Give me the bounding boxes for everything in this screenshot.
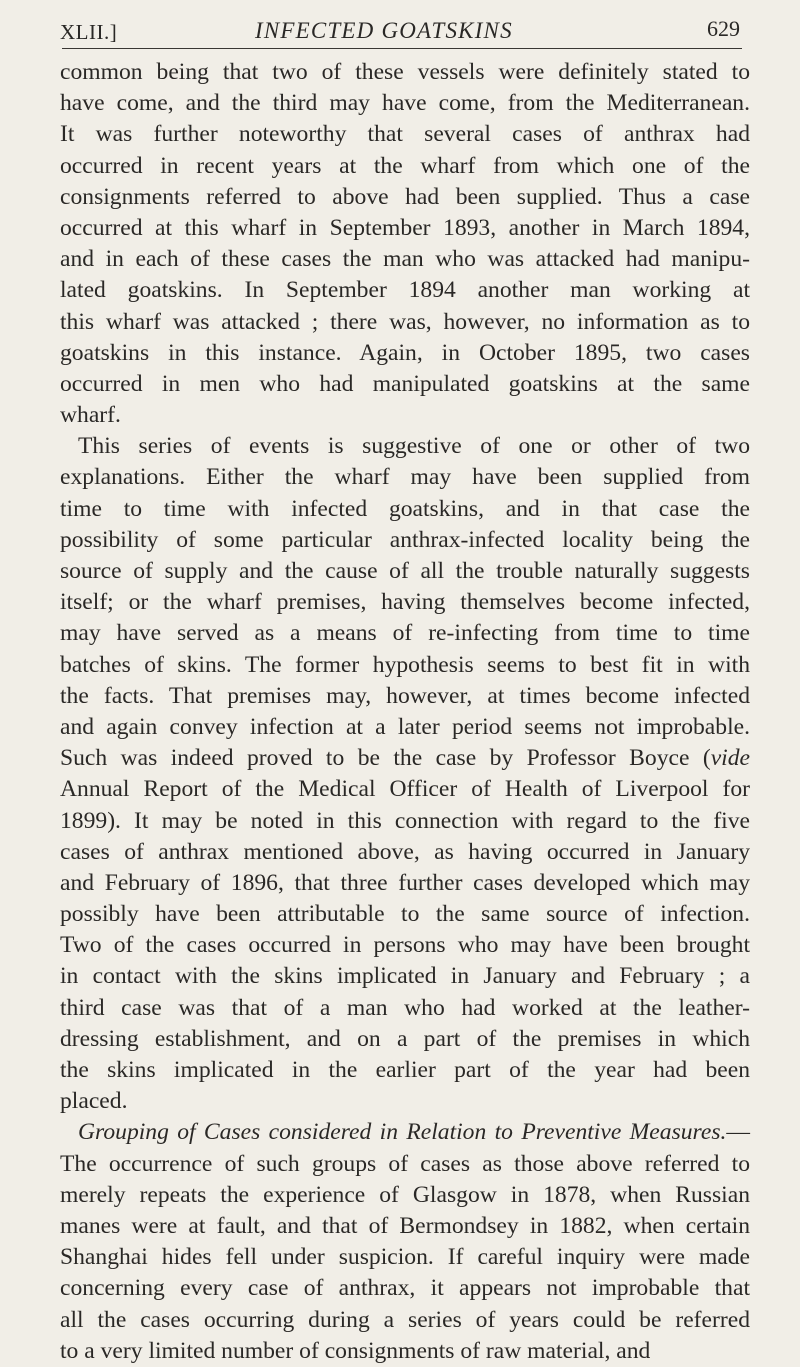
text-line	[60, 1117, 750, 1148]
text-line	[60, 338, 750, 369]
text-line	[60, 88, 750, 119]
text-line	[60, 1086, 750, 1117]
text-segment: Two of the cases occurred in persons who may have been brought	[60, 932, 750, 959]
text-segment: third case was that of a man who had worked at the leather-	[60, 994, 750, 1021]
text-line	[60, 650, 750, 681]
text-line	[60, 961, 750, 992]
header-rule	[62, 48, 742, 49]
text-segment: in contact with the skins implicated in January and February ; a	[60, 963, 750, 990]
text-segment: merely repeats the experience of Glasgow in 1878, when Russian	[60, 1181, 750, 1208]
text-line	[60, 1242, 750, 1273]
text-segment: to a very limited number of consignments of raw material, and	[60, 1337, 651, 1364]
text-line	[60, 182, 750, 213]
text-segment: source of supply and the cause of all the trouble naturally suggests	[60, 558, 750, 584]
text-line	[60, 993, 750, 1024]
text-segment: concerning every case of anthrax, it appears not improbable that	[60, 1275, 750, 1302]
text-line	[60, 837, 750, 868]
text-segment: cases of anthrax mentioned above, as having occurred in January	[60, 838, 750, 865]
text-line	[60, 868, 750, 899]
text-line	[60, 930, 750, 961]
text-segment: time to time with infected goatskins, and in that case the	[60, 495, 750, 522]
text-line	[60, 1055, 750, 1086]
text-line	[60, 1336, 750, 1367]
text-segment: have come, and the third may have come, from the Mediterranean.	[60, 90, 750, 117]
text-line	[60, 244, 750, 275]
text-line	[60, 494, 750, 525]
text-segment: occurred at this wharf in September 1893, another in March 1894,	[60, 214, 750, 241]
text-line	[60, 743, 750, 774]
text-segment: all the cases occurring during a series of years could be referred	[60, 1306, 750, 1333]
text-line	[60, 899, 750, 930]
text-line	[60, 681, 750, 712]
text-segment: the skins implicated in the earlier part of the year had been	[60, 1057, 750, 1083]
text-segment: the facts. That premises may, however, at times become infected	[60, 682, 750, 709]
text-line	[60, 525, 750, 556]
text-line	[60, 431, 750, 462]
text-line	[60, 1149, 750, 1180]
text-line	[60, 275, 750, 306]
text-line	[60, 307, 750, 338]
text-segment: Shanghai hides fell under suspicion. If careful inquiry were made	[60, 1244, 750, 1271]
text-segment: This series of events is suggestive of one or other of two	[78, 433, 750, 460]
text-segment: It was further noteworthy that several cases of anthrax had	[60, 121, 750, 148]
text-line	[60, 1180, 750, 1211]
text-line	[60, 462, 750, 493]
text-line	[60, 806, 750, 837]
text-segment: occurred in men who had manipulated goatskins at the same	[60, 370, 750, 397]
running-head	[60, 14, 740, 48]
text-line	[60, 1024, 750, 1055]
text-segment: wharf.	[60, 402, 121, 429]
text-segment: explanations. Either the wharf may have been supplied from	[60, 464, 750, 491]
chapter-number: XLII.]	[60, 20, 118, 44]
text-segment: occurred in recent years at the wharf from which one of the	[60, 152, 750, 179]
text-line	[60, 213, 750, 244]
text-segment: dressing establishment, and on a part of the premises in which	[60, 1025, 750, 1052]
text-line	[60, 57, 750, 88]
text-line	[60, 1211, 750, 1242]
text-line	[60, 151, 750, 182]
text-line	[60, 1305, 750, 1336]
text-segment: and February of 1896, that three further cases developed which may	[60, 869, 750, 896]
text-line	[60, 400, 750, 431]
text-segment: Annual Report of the Medical Officer of Health of Liverpool for	[60, 776, 750, 803]
italic-text: vide	[710, 745, 750, 772]
text-segment: itself; or the wharf premises, having themselves become infected,	[60, 589, 750, 616]
text-segment: this wharf was attacked ; there was, however, no information as to	[60, 308, 750, 335]
text-segment: common being that two of these vessels were definitely stated to	[60, 59, 750, 85]
text-segment: 1899). It may be noted in this connection with regard to the five	[60, 807, 750, 834]
text-line	[60, 774, 750, 805]
text-line	[60, 119, 750, 150]
text-segment: possibly have been attributable to the same source of infection.	[60, 901, 750, 928]
text-segment: Such was indeed proved to be the case by Professor Boyce (	[60, 745, 711, 772]
text-segment: and again convey infection at a later period seems not improbable.	[60, 713, 750, 740]
text-line	[60, 618, 750, 649]
text-segment: possibility of some particular anthrax-infected locality being the	[60, 526, 750, 553]
text-segment: lated goatskins. In September 1894 another man working at	[60, 277, 750, 304]
text-line	[60, 556, 750, 587]
italic-text: Grouping of Cases considered in Relation to Preventive Measures.	[78, 1119, 727, 1146]
text-segment: goatskins in this instance. Again, in October 1895, two cases	[60, 339, 750, 366]
text-segment: The occurrence of such groups of cases as those above referred to	[60, 1150, 750, 1177]
page-number: 629	[707, 16, 740, 41]
text-segment: may have served as a means of re-infecting from time to time	[60, 620, 750, 647]
text-line	[60, 369, 750, 400]
text-segment: —	[726, 1119, 750, 1146]
text-line	[60, 1273, 750, 1304]
body-text	[60, 57, 750, 1367]
text-segment: batches of skins. The former hypothesis seems to best fit in with	[60, 651, 750, 678]
text-line	[60, 712, 750, 743]
text-line	[60, 587, 750, 618]
text-segment: placed.	[60, 1088, 128, 1115]
text-segment: consignments referred to above had been supplied. Thus a case	[60, 183, 750, 210]
text-segment: manes were at fault, and that of Bermondsey in 1882, when certain	[60, 1212, 750, 1239]
text-segment: and in each of these cases the man who was attacked had manipu-	[60, 246, 750, 273]
running-title: INFECTED GOATSKINS	[255, 18, 513, 43]
